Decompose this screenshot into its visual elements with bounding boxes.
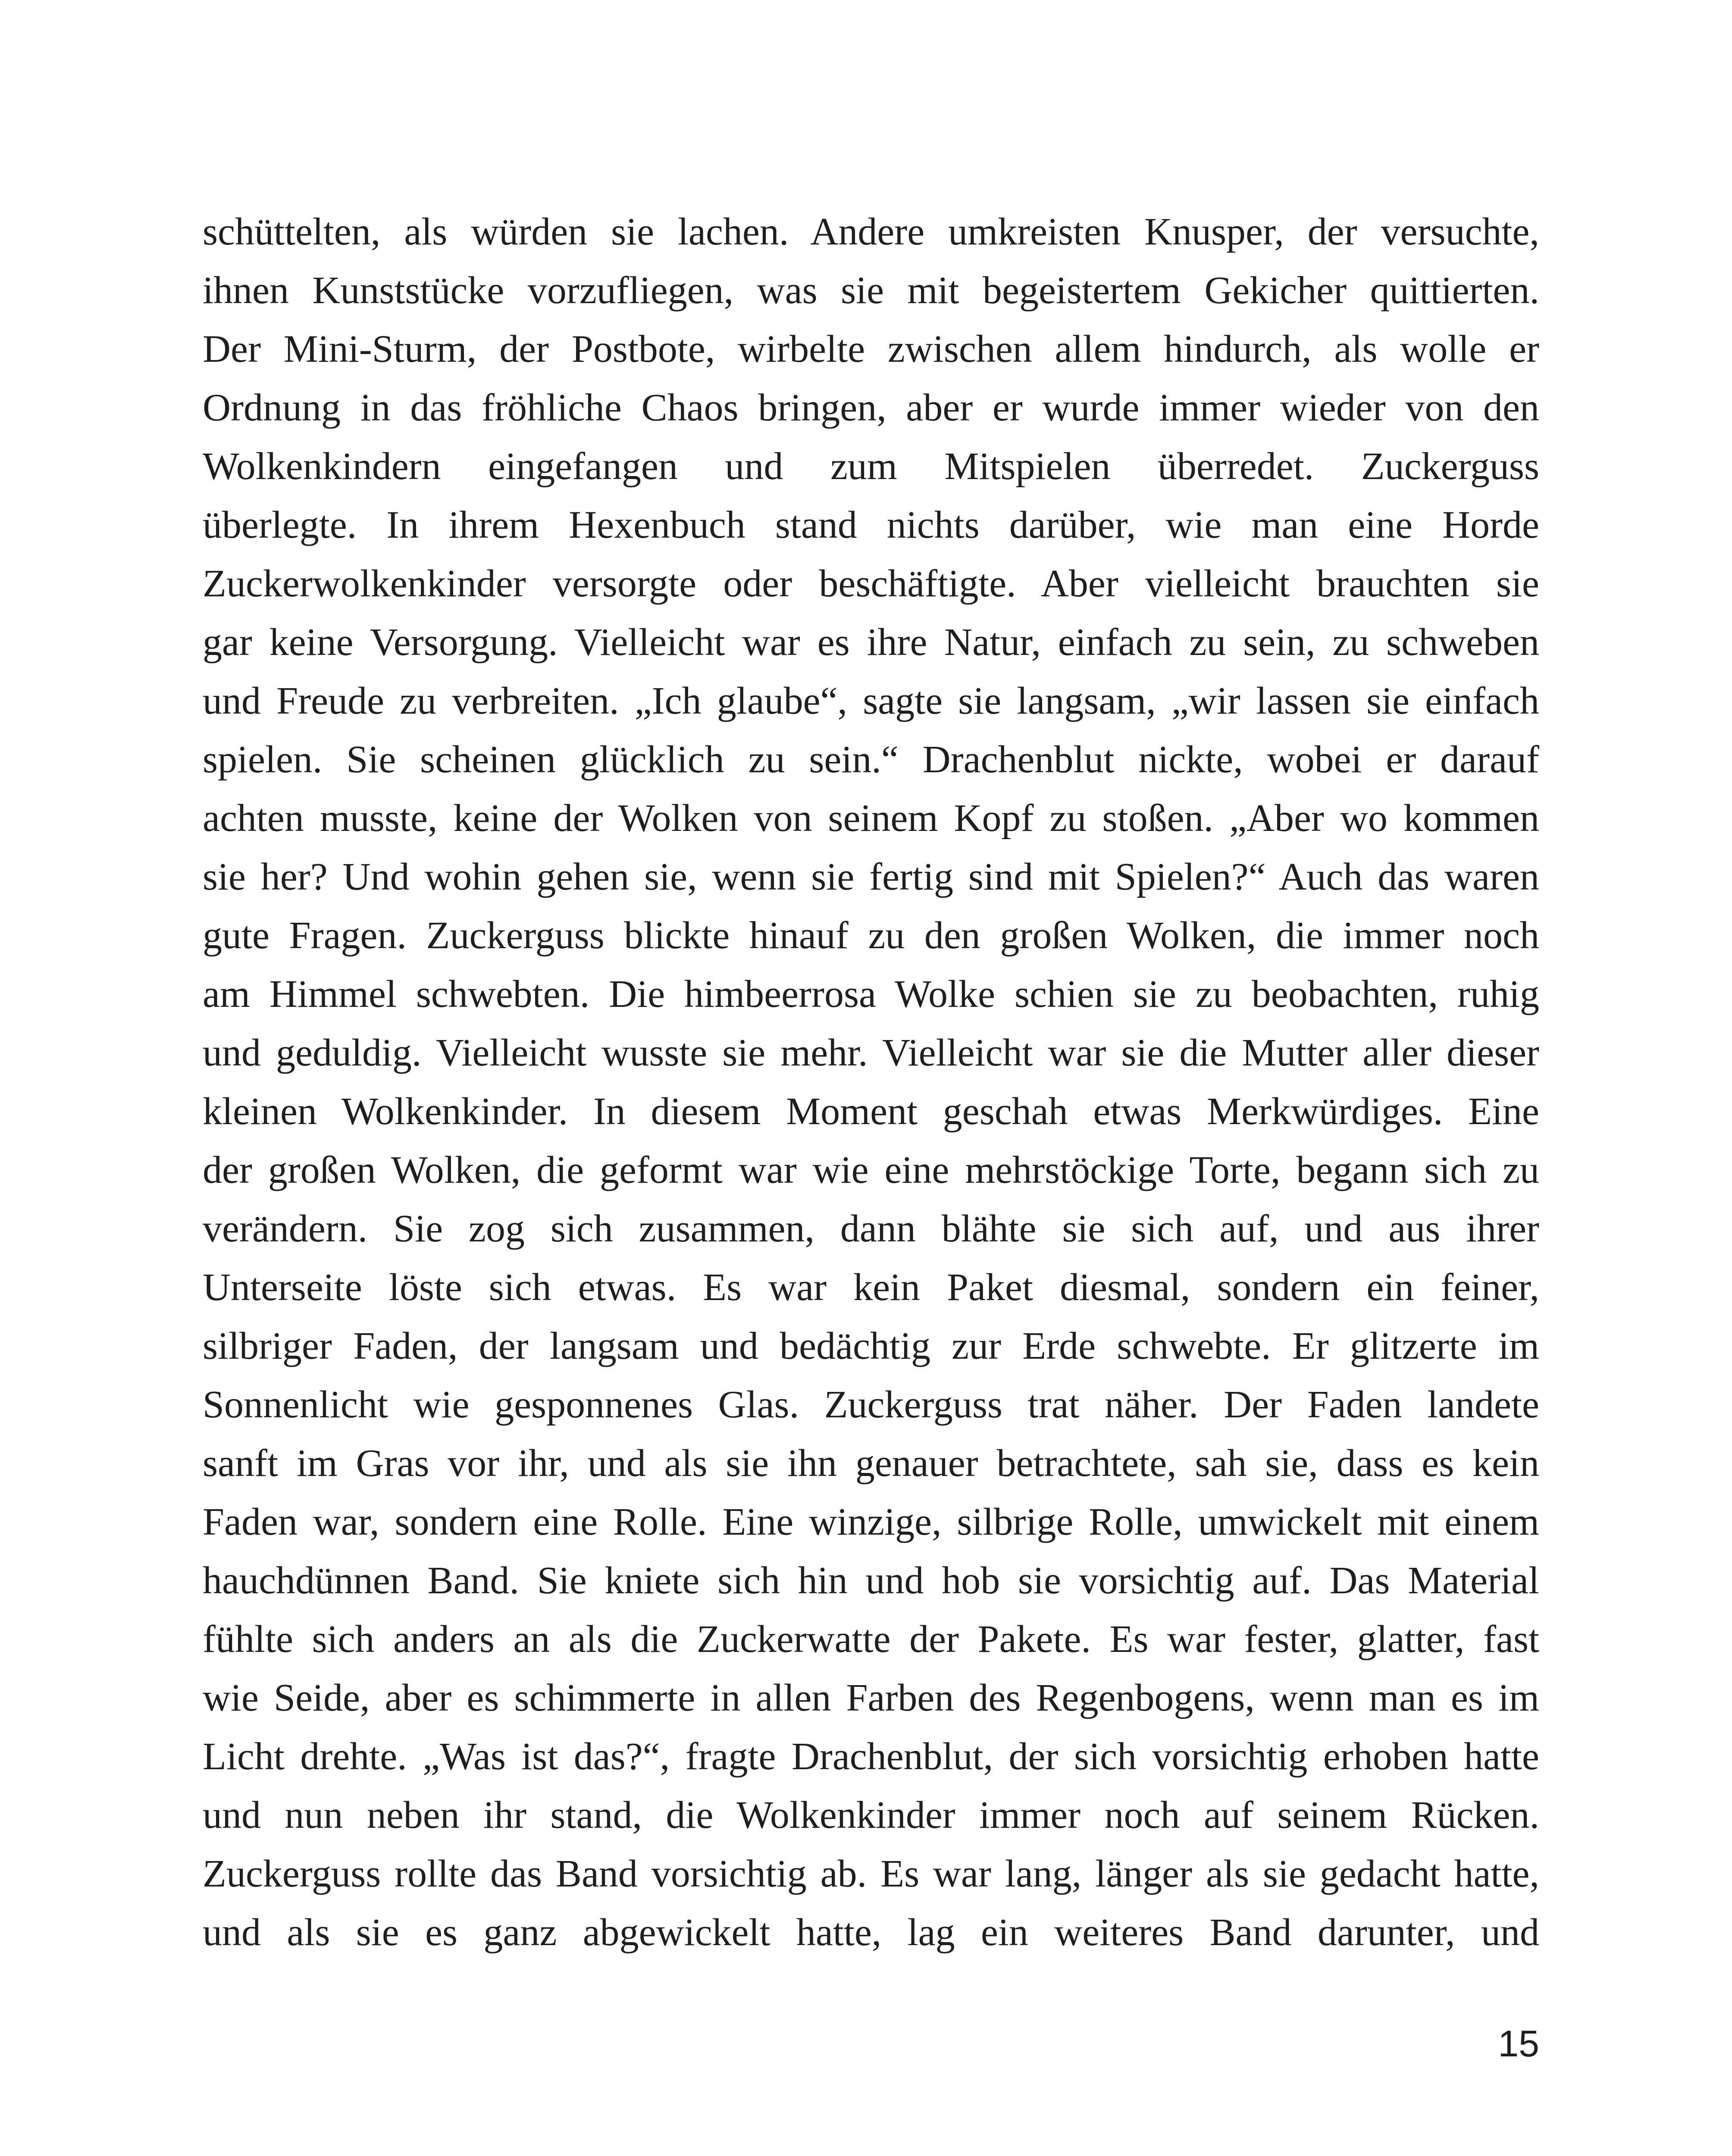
text-line: und Freude zu verbreiten. „Ich glaube“, sagte sie langsam, „wir lassen sie einfach	[203, 680, 1539, 722]
text-line: sie her? Und wohin gehen sie, wenn sie fertig sind mit Spielen?“ Auch das waren	[203, 856, 1539, 898]
text-line: Wolkenkindern eingefangen und zum Mitspielen überredet. Zuckerguss	[203, 445, 1539, 488]
text-line: Licht drehte. „Was ist das?“, fragte Drachenblut, der sich vorsichtig erhoben hatte	[203, 1735, 1539, 1778]
text-line: Der Mini-Sturm, der Postbote, wirbelte zwischen allem hindurch, als wolle er	[203, 328, 1539, 370]
text-line: hauchdünnen Band. Sie kniete sich hin und hob sie vorsichtig auf. Das Material	[203, 1559, 1539, 1602]
text-line: gar keine Versorgung. Vielleicht war es ihre Natur, einfach zu sein, zu schweben	[203, 621, 1539, 664]
text-line: ihnen Kunststücke vorzufliegen, was sie mit begeistertem Gekicher quittierten.	[203, 269, 1539, 312]
text-line: und geduldig. Vielleicht wusste sie mehr. Vielleicht war sie die Mutter aller dieser	[203, 1031, 1539, 1074]
text-line: und nun neben ihr stand, die Wolkenkinder immer noch auf seinem Rücken.	[203, 1794, 1539, 1836]
body-text	[203, 203, 1539, 1962]
text-line: überlegte. In ihrem Hexenbuch stand nichts darüber, wie man eine Horde	[203, 504, 1539, 546]
text-line: sanft im Gras vor ihr, und als sie ihn genauer betrachtete, sah sie, dass es kein	[203, 1442, 1539, 1485]
text-line: schüttelten, als würden sie lachen. Andere umkreisten Knusper, der versuchte,	[203, 210, 1539, 253]
text-line: Sonnenlicht wie gesponnenes Glas. Zuckerguss trat näher. Der Faden landete	[203, 1383, 1539, 1426]
page-number: 15	[1498, 2023, 1539, 2065]
text-line: kleinen Wolkenkinder. In diesem Moment geschah etwas Merkwürdiges. Eine	[203, 1090, 1539, 1133]
text-line: Zuckerwolkenkinder versorgte oder beschäftigte. Aber vielleicht brauchten sie	[203, 562, 1539, 605]
text-line: Faden war, sondern eine Rolle. Eine winzige, silbrige Rolle, umwickelt mit einem	[203, 1501, 1539, 1543]
text-line: Zuckerguss rollte das Band vorsichtig ab. Es war lang, länger als sie gedacht hatte,	[203, 1852, 1539, 1895]
text-line: spielen. Sie scheinen glücklich zu sein.“ Drachenblut nickte, wobei er darauf	[203, 738, 1539, 781]
text-line: wie Seide, aber es schimmerte in allen Farben des Regenbogens, wenn man es im	[203, 1677, 1539, 1719]
text-line: silbriger Faden, der langsam und bedächtig zur Erde schwebte. Er glitzerte im	[203, 1325, 1539, 1367]
text-line: und als sie es ganz abgewickelt hatte, lag ein weiteres Band darunter, und	[203, 1911, 1539, 1954]
text-line: der großen Wolken, die geformt war wie eine mehrstöckige Torte, begann sich zu	[203, 1149, 1539, 1191]
text-line: am Himmel schwebten. Die himbeerrosa Wolke schien sie zu beobachten, ruhig	[203, 973, 1539, 1015]
text-line: Unterseite löste sich etwas. Es war kein Paket diesmal, sondern ein feiner,	[203, 1266, 1539, 1309]
text-line: verändern. Sie zog sich zusammen, dann blähte sie sich auf, und aus ihrer	[203, 1207, 1539, 1250]
text-line: gute Fragen. Zuckerguss blickte hinauf zu den großen Wolken, die immer noch	[203, 914, 1539, 957]
text-line: fühlte sich anders an als die Zuckerwatte der Pakete. Es war fester, glatter, fast	[203, 1618, 1539, 1661]
text-line: achten musste, keine der Wolken von seinem Kopf zu stoßen. „Aber wo kommen	[203, 797, 1539, 840]
text-line: Ordnung in das fröhliche Chaos bringen, aber er wurde immer wieder von den	[203, 386, 1539, 429]
